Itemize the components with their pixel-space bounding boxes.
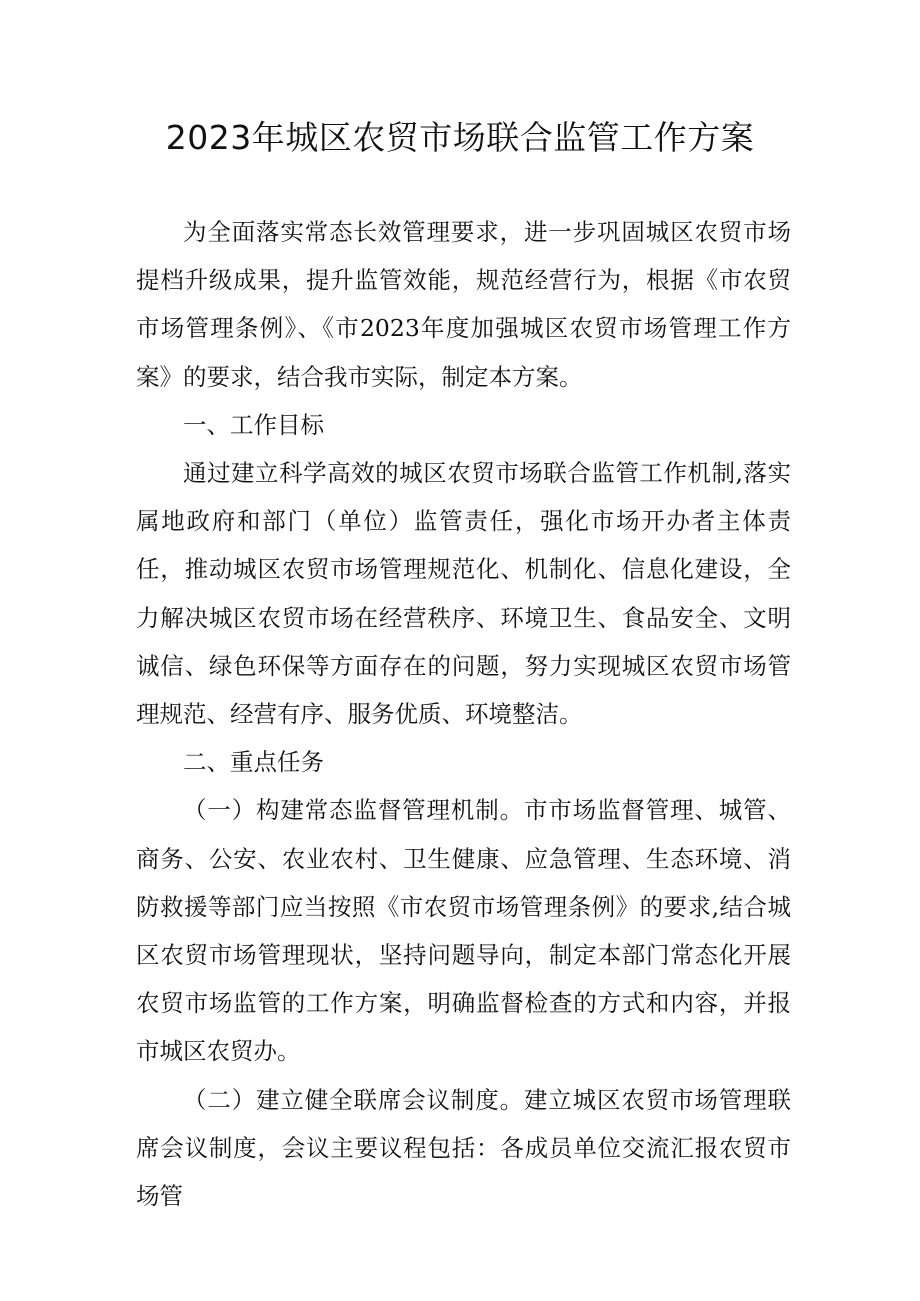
paragraph-task-1: （一）构建常态监督管理机制。市市场监督管理、城管、商务、公安、农业农村、卫生健康、应急管理、生态环境、消防救援等部门应当按照《市农贸市场管理条例》的要求,结合城区农贸市场管理现状，坚持问题导向，制定本部门常态化开展农贸市场监管的工作方案，明确监督检查的方式和内容，并报市城区农贸办。 <box>136 796 791 1066</box>
document-body <box>136 208 791 1220</box>
paragraph-task-2: （二）建立健全联席会议制度。建立城区农贸市场管理联席会议制度，会议主要议程包括：各成员单位交流汇报农贸市场管 <box>136 1085 791 1211</box>
document-title: 2023年城区农贸市场联合监管工作方案 <box>165 118 755 157</box>
paragraph-goals: 通过建立科学高效的城区农贸市场联合监管工作机制,落实属地政府和部门（单位）监管责任，强化市场开办者主体责任，推动城区农贸市场管理规范化、机制化、信息化建设，全力解决城区农贸市场在经营秩序、环境卫生、食品安全、文明诚信、绿色环保等方面存在的问题，努力实现城区农贸市场管理规范、经营有序、服务优质、环境整洁。 <box>136 459 791 729</box>
section-heading-goals: 一、工作目标 <box>183 410 324 439</box>
section-heading-tasks: 二、重点任务 <box>183 748 324 777</box>
paragraph-intro: 为全面落实常态长效管理要求，进一步巩固城区农贸市场提档升级成果，提升监管效能，规范经营行为，根据《市农贸市场管理条例》、《市2023年度加强城区农贸市场管理工作方案》的要求，结合我市实际，制定本方案。 <box>136 218 791 391</box>
